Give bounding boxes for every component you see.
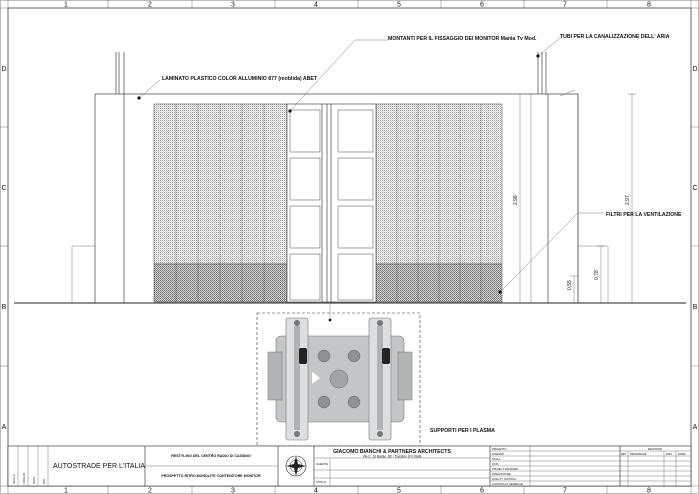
annotation-laminate: LAMINATO PLASTICO COLOR ALLUMINIO 877 (moblida) ABET	[162, 76, 318, 82]
title-architect: GIACOMO BIANCHI & PARTNERS ARCHITECTS	[333, 449, 451, 455]
grid-col-4: 4	[314, 1, 318, 9]
grid-col-1: 1	[64, 487, 68, 494]
rev-header-data: DATA	[666, 453, 673, 456]
grid-row-b: B	[1, 304, 7, 311]
grid-col-3: 3	[231, 1, 235, 9]
grid-col-2: 2	[148, 487, 152, 494]
dimension-0-78: 0,78	[594, 270, 600, 280]
grid-col-5: 5	[397, 487, 401, 494]
grid-row-labels-right	[692, 66, 697, 431]
grid-column-labels-bottom	[64, 488, 651, 494]
grid-col-1: 1	[64, 1, 68, 9]
dimension-0-55: 0,55	[567, 280, 573, 290]
revisions-title: REVISIONI	[647, 447, 663, 451]
grid-col-6: 6	[480, 487, 484, 494]
grid-col-8: 8	[647, 487, 651, 494]
elevation-drawing	[14, 34, 686, 321]
bracket-detail	[257, 313, 420, 446]
grid-row-b: B	[692, 304, 698, 311]
field-data: DATA	[492, 463, 499, 466]
field-project-manager: PROJECT MANAGER	[492, 468, 518, 471]
left-mesh-panel	[154, 104, 287, 302]
title-address: Via C. Di Basile, 80 - Cassino (Fr) Italia	[362, 454, 422, 459]
title-block	[8, 446, 691, 486]
grid-col-8: 8	[647, 1, 651, 9]
title-drawing: PROSPETTO RITRO MONOLITE CONTENITORE MONITOR	[161, 474, 261, 478]
grid-row-d: D	[692, 66, 698, 73]
right-mesh-panel	[376, 104, 502, 302]
dimension-2-97: 2,97	[625, 195, 631, 205]
title-label-data: DATA	[32, 476, 36, 484]
grid-row-a: A	[1, 424, 7, 431]
grid-col-6: 6	[480, 1, 484, 9]
grid-col-2: 2	[148, 1, 152, 9]
rev-header-descrizione: DESCRIZIONE	[630, 453, 647, 456]
title-label-titolo: TITOLO	[316, 480, 327, 484]
field-disegno: DISEGNO	[492, 453, 504, 456]
title-label-cliente: CLIENTE	[316, 462, 328, 466]
grid-col-3: 3	[231, 487, 235, 494]
grid-col-4: 4	[314, 487, 318, 494]
rev-header-firma: FIRMA	[678, 453, 686, 456]
dimension-2-98: 2,98	[513, 195, 519, 205]
annotation-air-pipes: TUBI PER LA CANALIZZAZIONE DELL' ARIA	[560, 34, 670, 40]
grid-row-c: C	[1, 185, 7, 192]
grid-row-labels-left	[1, 66, 6, 431]
title-label-scala: SCALA	[12, 474, 16, 484]
field-controllo-generale: CONTROLLO GENERALE	[492, 483, 523, 486]
title-label-dis: DIS.	[42, 478, 46, 484]
annotation-monitor-uprights: MONTANTI PER IL FISSAGGIO DEI MONITOR Mania Tv Mod.	[388, 36, 537, 42]
grid-row-d: D	[1, 66, 7, 73]
field-quality-control: QUALITY CONTROL	[492, 478, 517, 481]
grid-col-7: 7	[563, 487, 567, 494]
title-project: RESTYLING DEL CENTRO RADIO DI CASSINO	[171, 454, 251, 458]
central-frames	[287, 104, 376, 302]
grid-row-c: C	[692, 185, 698, 192]
dimension-lines	[513, 94, 636, 303]
grid-column-labels-top	[64, 2, 651, 9]
field-disegnatore: DISEGNATORE	[492, 473, 511, 476]
annotation-plasma-supports: SUPPORTI PER I PLASMA	[430, 428, 495, 434]
grid-col-5: 5	[397, 1, 401, 9]
title-label-foglio: FOGLIO	[22, 472, 26, 484]
field-scala: SCALA	[492, 458, 501, 461]
grid-row-a: A	[692, 424, 698, 431]
studio-logo	[286, 456, 306, 476]
annotation-filters: FILTRI PER LA VENTILAZIONE	[606, 212, 682, 218]
title-client: AUTOSTRADE PER L'ITALIA	[53, 463, 146, 470]
grid-col-7: 7	[563, 1, 567, 9]
rev-header-rev: REV	[621, 453, 626, 456]
field-progetto: PROGETTO	[492, 448, 507, 451]
